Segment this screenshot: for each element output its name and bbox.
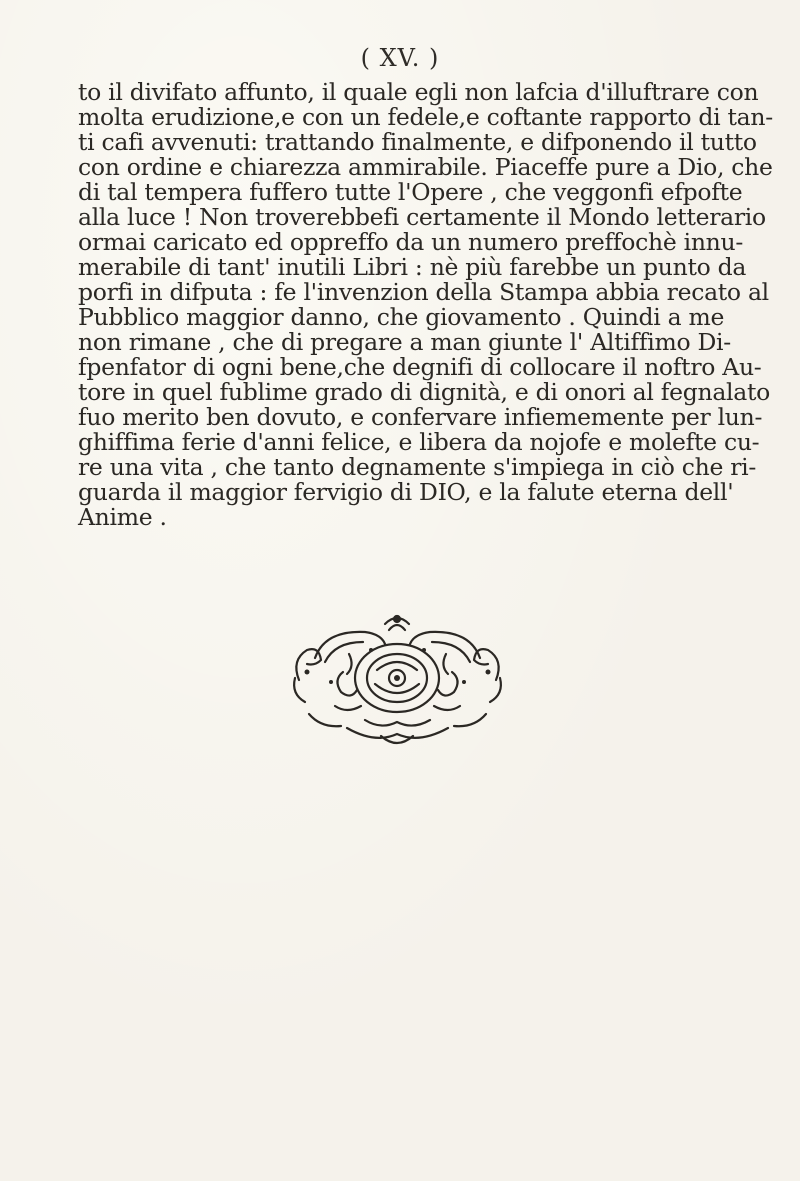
text-line: ghiffima ferie d'anni felice, e libera da nojofe e molefte cu- (78, 428, 760, 456)
text-line: to il divifato affunto, il quale egli non lafcia d'illuftrare con (78, 78, 759, 106)
text-line: merabile di tant' inutili Libri : nè più farebbe un punto da (78, 253, 747, 281)
text-line: re una vita , che tanto degnamente s'impiega in ciò che ri- (78, 453, 757, 481)
body-text (78, 80, 778, 530)
text-line: di tal tempera fuffero tutte l'Opere , che veggonfi efpofte (78, 178, 743, 206)
text-line: fpenfator di ogni bene,che degnifi di collocare il noftro Au- (78, 353, 762, 381)
text-line: tore in quel fublime grado di dignità, e di onori al fegnalato (78, 378, 770, 406)
text-line: porfi in difputa : fe l'invenzion della Stampa abbia recato al (78, 278, 769, 306)
page-number: ( XV. ) (360, 44, 440, 72)
text-line: guarda il maggior fervigio di DIO, e la falute eterna dell' (78, 478, 734, 506)
floral-tailpiece-icon (285, 610, 510, 750)
text-line: Anime . (78, 503, 167, 531)
text-line: ormai caricato ed oppreffo da un numero preffochè innu- (78, 228, 743, 256)
text-line: con ordine e chiarezza ammirabile. Piaceffe pure a Dio, che (78, 153, 773, 181)
text-line: alla luce ! Non troverebbefi certamente il Mondo letterario (78, 203, 766, 231)
text-line: Pubblico maggior danno, che giovamento . Quindi a me (78, 303, 725, 331)
text-line: ti cafi avvenuti: trattando finalmente, e difponendo il tutto (78, 128, 757, 156)
text-line: fuo merito ben dovuto, e confervare infiememente per lun- (78, 403, 763, 431)
text-line: molta erudizione,e con un fedele,e coftante rapporto di tan- (78, 103, 773, 131)
text-line: non rimane , che di pregare a man giunte l' Altiffimo Di- (78, 328, 731, 356)
